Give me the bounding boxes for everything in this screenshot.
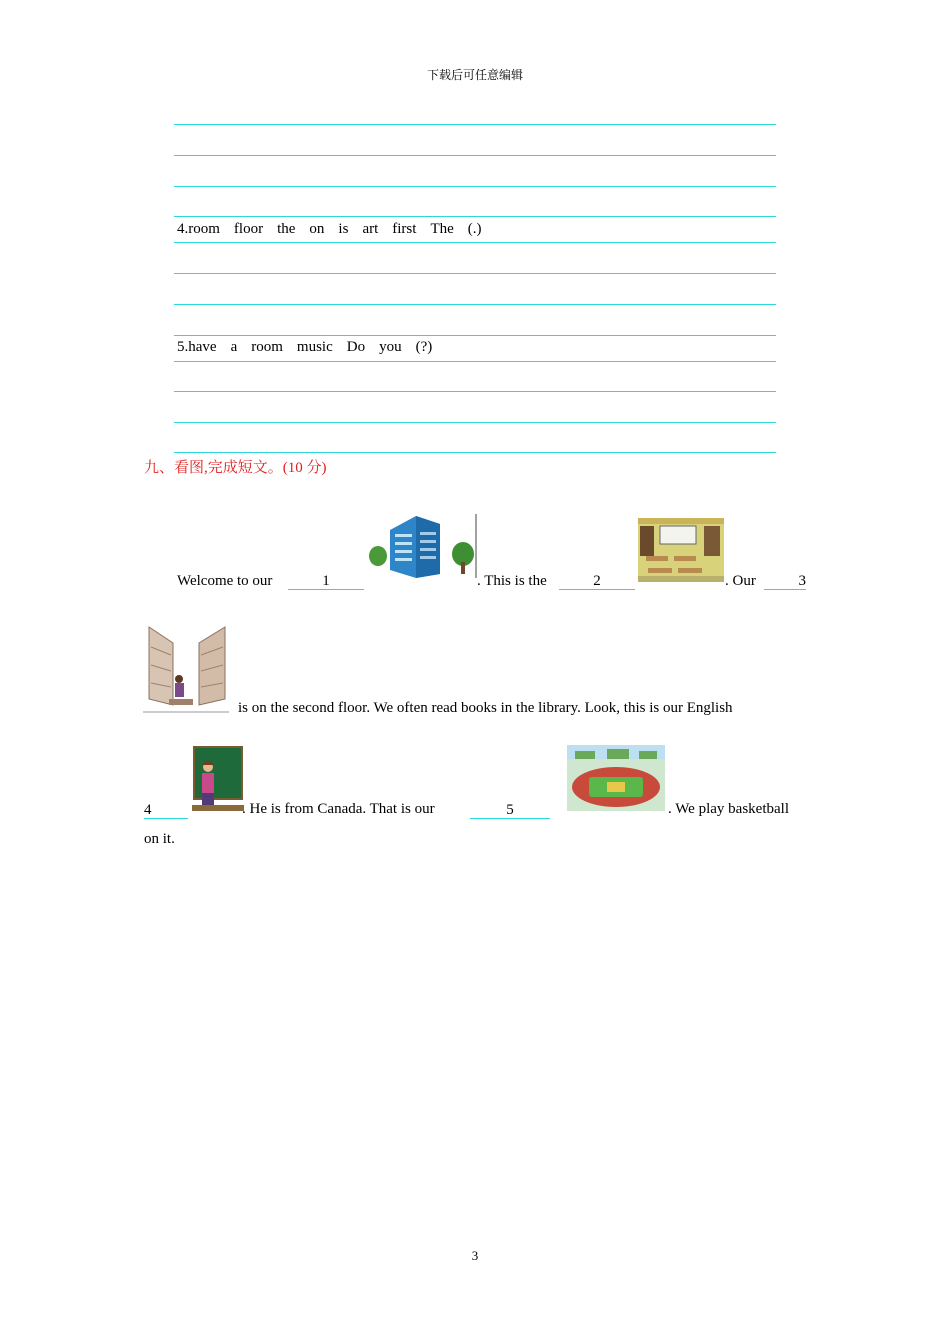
passage-text-4: is on the second floor. We often read books in the library. Look, this is our English: [238, 700, 733, 716]
passage-text-6: . We play basketball: [668, 801, 789, 817]
writing-line: [174, 242, 776, 243]
passage-text-7: on it.: [144, 831, 175, 847]
school-building-picture: [368, 512, 478, 580]
blank-5[interactable]: 5: [470, 802, 550, 819]
writing-line: [174, 361, 776, 362]
writing-line: [174, 186, 776, 187]
library-picture: [143, 625, 229, 713]
writing-line: [174, 335, 776, 336]
page-number: 3: [471, 1248, 479, 1263]
section-9-title: 九、看图,完成短文。(10 分): [144, 460, 327, 476]
blank-2[interactable]: 2: [559, 573, 635, 590]
page-header: 下载后可任意编辑: [426, 68, 523, 82]
blank-3[interactable]: 3: [764, 573, 806, 590]
blank-1[interactable]: 1: [288, 573, 364, 590]
writing-line: [174, 422, 776, 423]
sentence-4-words: 4.room floor the on is art first The (.): [177, 221, 482, 237]
writing-line: [174, 304, 776, 305]
passage-text-1: Welcome to our: [177, 573, 273, 589]
teacher-picture: [192, 745, 244, 813]
writing-line: [174, 391, 776, 392]
passage-text-5: . He is from Canada. That is our: [242, 801, 435, 817]
sentence-5-words: 5.have a room music Do you (?): [177, 339, 433, 355]
writing-line: [174, 124, 776, 125]
writing-line: [174, 155, 776, 156]
writing-line: [174, 216, 776, 217]
passage-text-3: . Our: [725, 573, 756, 589]
passage-text-2: . This is the: [477, 573, 547, 589]
playground-picture: [567, 745, 665, 811]
classroom-picture: [638, 518, 724, 582]
writing-line: [174, 452, 776, 453]
blank-4[interactable]: 4: [144, 802, 188, 819]
writing-line: [174, 273, 776, 274]
